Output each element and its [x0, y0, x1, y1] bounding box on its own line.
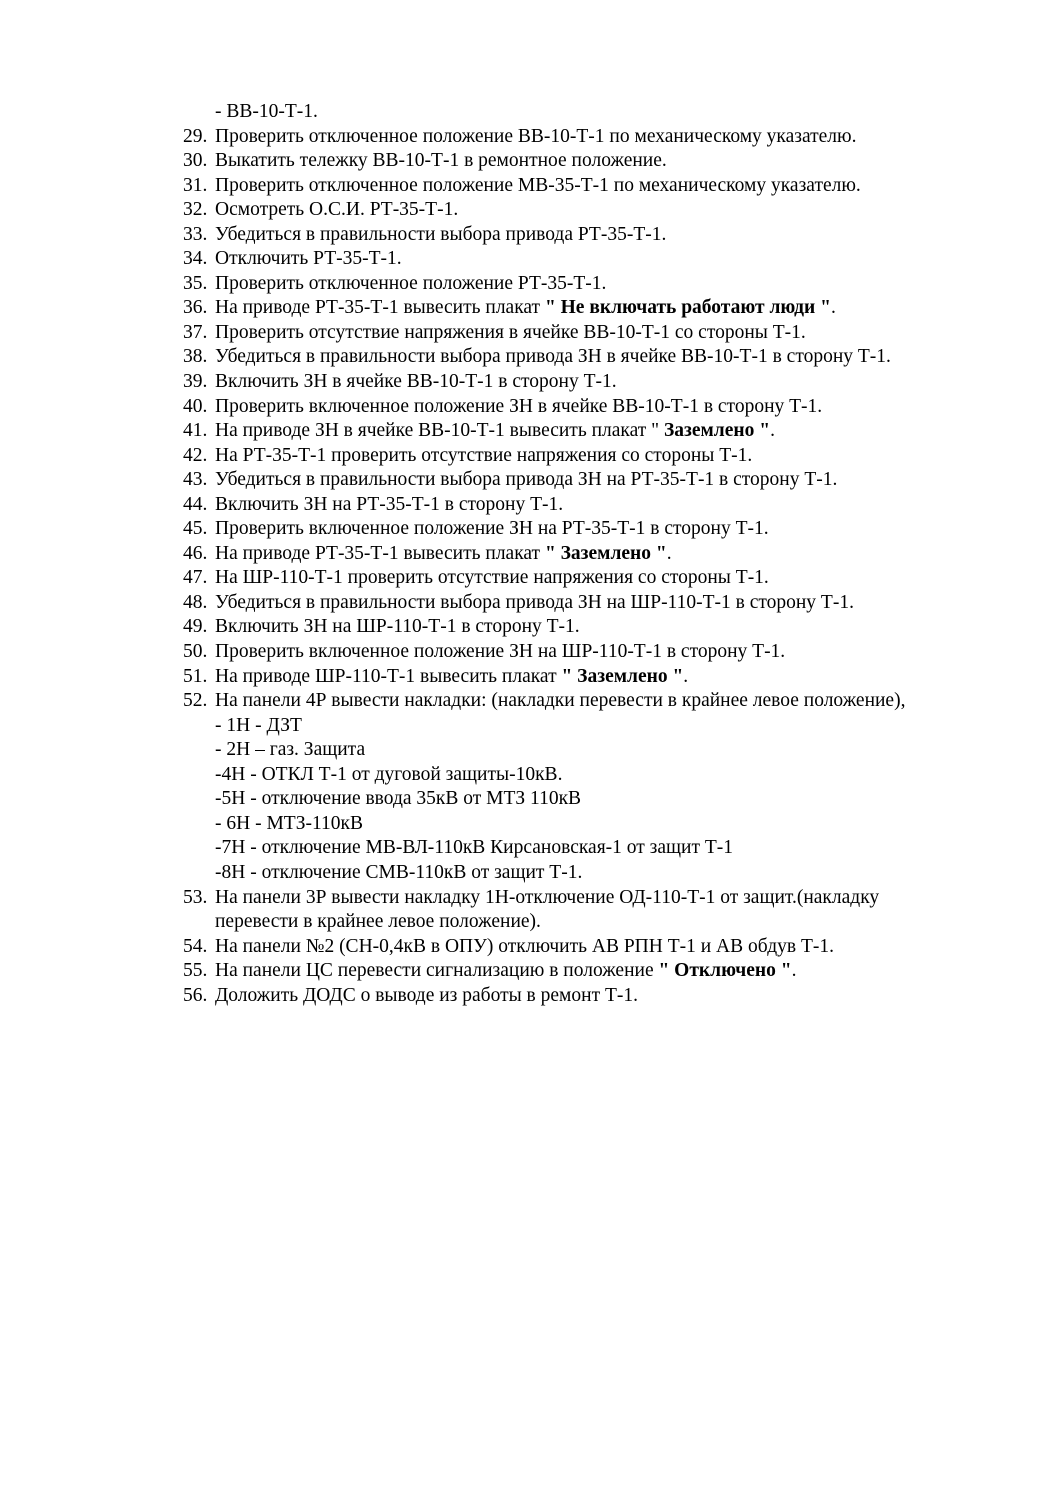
item-number: 51.: [183, 665, 208, 687]
text-fragment: Включить ЗН на ШР-110-Т-1 в сторону Т-1.: [215, 616, 580, 638]
list-item: [0, 665, 1058, 690]
list-item: [0, 861, 1058, 886]
list-item: [0, 419, 1058, 444]
text-fragment: Убедиться в правильности выбора привода РТ-35-Т-1.: [215, 223, 667, 245]
instruction-list: [0, 100, 1058, 1008]
item-text: [215, 517, 769, 542]
text-fragment: .: [791, 960, 797, 982]
text-fragment: - 2Н – газ. Защита: [215, 739, 366, 761]
text-fragment: Убедиться в правильности выбора привода ЗН на ШР-110-Т-1 в сторону Т-1.: [215, 591, 854, 613]
item-text: [215, 419, 775, 444]
item-text: [215, 493, 563, 518]
item-text: [215, 198, 458, 223]
list-item: [0, 763, 1058, 788]
text-fragment: Осмотреть О.С.И. РТ-35-Т-1.: [215, 199, 459, 221]
item-text: [215, 296, 836, 321]
bold-text-fragment: Заземлено ": [663, 420, 771, 442]
list-item: [0, 836, 1058, 861]
text-fragment: Отключить РТ-35-Т-1.: [215, 248, 402, 270]
text-fragment: перевести в крайнее левое положение).: [215, 911, 541, 933]
item-text: [215, 935, 834, 960]
list-item: [0, 149, 1058, 174]
item-text: [215, 689, 905, 714]
item-number: 36.: [183, 297, 208, 319]
list-item: [0, 640, 1058, 665]
item-number: 56.: [183, 984, 208, 1006]
item-number: 55.: [183, 960, 208, 982]
text-fragment: Проверить отключенное положение РТ-35-Т-1.: [215, 272, 607, 294]
item-number: 30.: [183, 150, 208, 172]
list-item: [0, 296, 1058, 321]
list-item: [0, 615, 1058, 640]
item-number: 52.: [183, 690, 208, 712]
text-fragment: - 1Н - ДЗТ: [215, 714, 302, 736]
list-item: [0, 714, 1058, 739]
item-number: 35.: [183, 272, 208, 294]
bold-text-fragment: " Заземлено ": [561, 665, 684, 687]
item-number: 48.: [183, 591, 208, 613]
item-text: [215, 959, 796, 984]
text-fragment: На ШР-110-Т-1 проверить отсутствие напряжения со стороны Т-1.: [215, 567, 769, 589]
text-fragment: На приводе РТ-35-Т-1 вывесить плакат: [215, 297, 545, 319]
item-text: [215, 984, 638, 1009]
bold-text-fragment: " Отключено ": [658, 960, 792, 982]
item-text: [215, 787, 581, 812]
item-number: 47.: [183, 567, 208, 589]
item-number: 33.: [183, 223, 208, 245]
text-fragment: На панели №2 (СН-0,4кВ в ОПУ) отключить АВ РПН Т-1 и АВ обдув Т-1.: [215, 935, 834, 957]
item-number: 29.: [183, 125, 208, 147]
item-text: [215, 370, 617, 395]
item-text: [215, 223, 666, 248]
text-fragment: На панели 3Р вывести накладку 1Н-отключение ОД-110-Т-1 от защит.(накладку: [215, 886, 880, 908]
text-fragment: .: [683, 665, 689, 687]
list-item: [0, 910, 1058, 935]
item-number: 34.: [183, 248, 208, 270]
bold-text-fragment: " Не включать работают люди ": [544, 297, 831, 319]
list-item: [0, 223, 1058, 248]
list-item: [0, 787, 1058, 812]
text-fragment: Проверить отсутствие напряжения в ячейке ВВ-10-Т-1 со стороны Т-1.: [215, 321, 806, 343]
text-fragment: Выкатить тележку ВВ-10-Т-1 в ремонтное положение.: [215, 150, 667, 172]
item-text: [215, 640, 785, 665]
text-fragment: Проверить отключенное положение ВВ-10-Т-1 по механическому указателю.: [215, 125, 857, 147]
list-item: [0, 247, 1058, 272]
item-text: [215, 444, 752, 469]
text-fragment: На РТ-35-Т-1 проверить отсутствие напряжения со стороны Т-1.: [215, 444, 753, 466]
item-text: [215, 886, 879, 911]
list-item: [0, 689, 1058, 714]
item-text: [215, 174, 861, 199]
item-text: [215, 272, 606, 297]
text-fragment: Проверить включенное положение ЗН на ШР-110-Т-1 в сторону Т-1.: [215, 641, 786, 663]
item-text: [215, 100, 318, 125]
text-fragment: Проверить включенное положение ЗН на РТ-35-Т-1 в сторону Т-1.: [215, 518, 769, 540]
item-number: 49.: [183, 616, 208, 638]
item-text: [215, 149, 667, 174]
item-text: [215, 665, 688, 690]
text-fragment: Проверить отключенное положение МВ-35-Т-1 по механическому указателю.: [215, 174, 861, 196]
list-item: [0, 174, 1058, 199]
bold-text-fragment: " Заземлено ": [544, 542, 667, 564]
item-text: [215, 542, 672, 567]
list-item: [0, 272, 1058, 297]
item-text: [215, 910, 541, 935]
list-item: [0, 493, 1058, 518]
item-text: [215, 714, 302, 739]
item-number: 50.: [183, 641, 208, 663]
list-item: [0, 395, 1058, 420]
text-fragment: -7Н - отключение МВ-ВЛ-110кВ Кирсановская-1 от защит Т-1: [215, 837, 734, 859]
item-number: 37.: [183, 321, 208, 343]
item-number: 43.: [183, 469, 208, 491]
list-item: [0, 345, 1058, 370]
list-item: [0, 738, 1058, 763]
text-fragment: - ВВ-10-Т-1.: [215, 101, 318, 122]
list-item: [0, 444, 1058, 469]
list-item: [0, 566, 1058, 591]
item-text: [215, 321, 806, 346]
text-fragment: На приводе ЗН в ячейке ВВ-10-Т-1 вывесить плакат ": [215, 420, 664, 442]
item-number: 40.: [183, 395, 208, 417]
item-text: [215, 125, 856, 150]
text-fragment: -8Н - отключение СМВ-110кВ от защит Т-1.: [215, 861, 583, 883]
item-number: 41.: [183, 420, 208, 442]
list-item: [0, 125, 1058, 150]
text-fragment: .: [666, 542, 672, 564]
list-item: [0, 984, 1058, 1009]
text-fragment: Убедиться в правильности выбора привода ЗН на РТ-35-Т-1 в сторону Т-1.: [215, 469, 838, 491]
list-item: [0, 959, 1058, 984]
list-item: [0, 886, 1058, 911]
text-fragment: Убедиться в правильности выбора привода ЗН в ячейке ВВ-10-Т-1 в сторону Т-1.: [215, 346, 891, 368]
text-fragment: Включить ЗН в ячейке ВВ-10-Т-1 в сторону Т-1.: [215, 371, 617, 393]
item-text: [215, 247, 402, 272]
list-item: [0, 468, 1058, 493]
text-fragment: .: [770, 420, 775, 442]
list-item: [0, 542, 1058, 567]
item-text: [215, 812, 363, 837]
item-number: 32.: [183, 199, 208, 221]
item-text: [215, 763, 562, 788]
item-number: 31.: [183, 174, 208, 196]
item-number: 53.: [183, 886, 208, 908]
item-text: [215, 738, 365, 763]
list-item: [0, 370, 1058, 395]
item-number: 42.: [183, 444, 208, 466]
text-fragment: Включить ЗН на РТ-35-Т-1 в сторону Т-1.: [215, 493, 564, 515]
item-number: 46.: [183, 542, 208, 564]
text-fragment: -4Н - ОТКЛ Т-1 от дуговой защиты-10кВ.: [215, 763, 563, 785]
list-item: [0, 517, 1058, 542]
text-fragment: Проверить включенное положение ЗН в ячейке ВВ-10-Т-1 в сторону Т-1.: [215, 395, 823, 417]
text-fragment: .: [830, 297, 836, 319]
list-item: [0, 812, 1058, 837]
item-text: [215, 468, 837, 493]
item-text: [215, 615, 580, 640]
text-fragment: -5Н - отключение ввода 35кВ от МТЗ 110кВ: [215, 788, 582, 810]
item-text: [215, 395, 822, 420]
text-fragment: На панели 4Р вывести накладки: (накладки перевести в крайнее левое положение),: [215, 690, 906, 712]
text-fragment: - 6Н - МТЗ-110кВ: [215, 812, 363, 834]
list-item: [0, 935, 1058, 960]
item-text: [215, 566, 769, 591]
item-text: [215, 836, 733, 861]
item-number: 38.: [183, 346, 208, 368]
list-item: [0, 591, 1058, 616]
item-text: [215, 345, 891, 370]
item-text: [215, 861, 582, 886]
item-number: 45.: [183, 518, 208, 540]
item-number: 39.: [183, 371, 208, 393]
text-fragment: На приводе ШР-110-Т-1 вывесить плакат: [215, 665, 562, 687]
item-number: 54.: [183, 935, 208, 957]
list-item: [0, 100, 1058, 125]
list-item: [0, 198, 1058, 223]
text-fragment: Доложить ДОДС о выводе из работы в ремонт Т-1.: [215, 984, 639, 1006]
text-fragment: На панели ЦС перевести сигнализацию в положение: [215, 960, 659, 982]
item-number: 44.: [183, 493, 208, 515]
text-fragment: На приводе РТ-35-Т-1 вывесить плакат: [215, 542, 545, 564]
item-text: [215, 591, 854, 616]
list-item: [0, 321, 1058, 346]
